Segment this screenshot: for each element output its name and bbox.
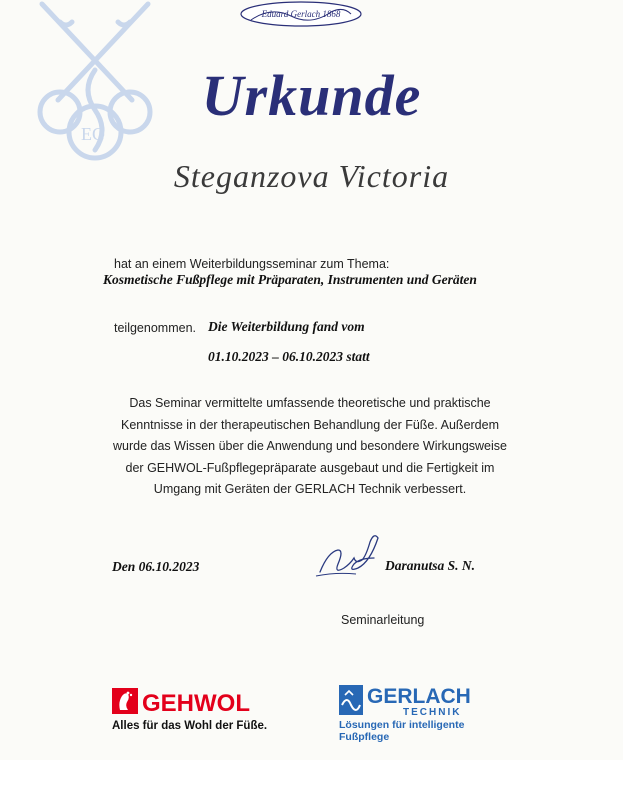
issue-date: Den 06.10.2023 [112, 559, 200, 574]
description-line: wurde das Wissen über die Anwendung und besondere Wirkungsweise [113, 439, 507, 453]
certificate-title: Urkunde [201, 63, 422, 128]
gerlach-slogan: Lösungen für intelligente Fußpflege [339, 719, 465, 743]
signature-seal-icon [237, 0, 365, 30]
intro-text: hat an einem Weiterbildungsseminar zum Thema: [114, 257, 390, 271]
gerlach-brand-text: GERLACH [367, 685, 471, 708]
signatory-name: Daranutsa S. N. [385, 558, 476, 573]
description-paragraph [100, 393, 520, 501]
svg-text:EG: EG [81, 124, 105, 144]
signatory-role: Seminarleitung [341, 613, 425, 627]
gehwol-foot-logo-icon [112, 686, 262, 716]
description-line: Kenntnisse in der therapeutischen Behandlung der Füße. Außerdem [120, 417, 499, 432]
seal-text: Eduard Gerlach 1868 [261, 9, 341, 19]
description-line: Das Seminar vermittelte umfassende theoretische und praktische [129, 396, 491, 410]
recipient-name: Steganzova Victoria [173, 158, 450, 194]
handwritten-signature-icon [314, 532, 384, 584]
gerlach-wave-logo-icon [339, 683, 487, 717]
participated-text: teilgenommen. [114, 321, 196, 335]
description-line: der GEHWOL-Fußpflegepräparate ausgebaut und die Fertigkeit im [125, 460, 495, 475]
gehwol-brand-text: GEHWOL [142, 690, 250, 716]
description-line: Umgang mit Geräten der GERLACH Technik verbessert. [153, 482, 467, 496]
bottom-margin [0, 760, 623, 790]
gehwol-slogan: Alles für das Wohl der Füße. [112, 720, 268, 732]
training-took-place: Die Weiterbildung fand vom [208, 319, 365, 334]
gerlach-subbrand-text: TECHNIK [403, 707, 462, 717]
seminar-topic: Kosmetische Fußpflege mit Präparaten, Instrumenten und Geräten [103, 272, 477, 287]
date-range: 01.10.2023 – 06.10.2023 statt [208, 349, 370, 364]
